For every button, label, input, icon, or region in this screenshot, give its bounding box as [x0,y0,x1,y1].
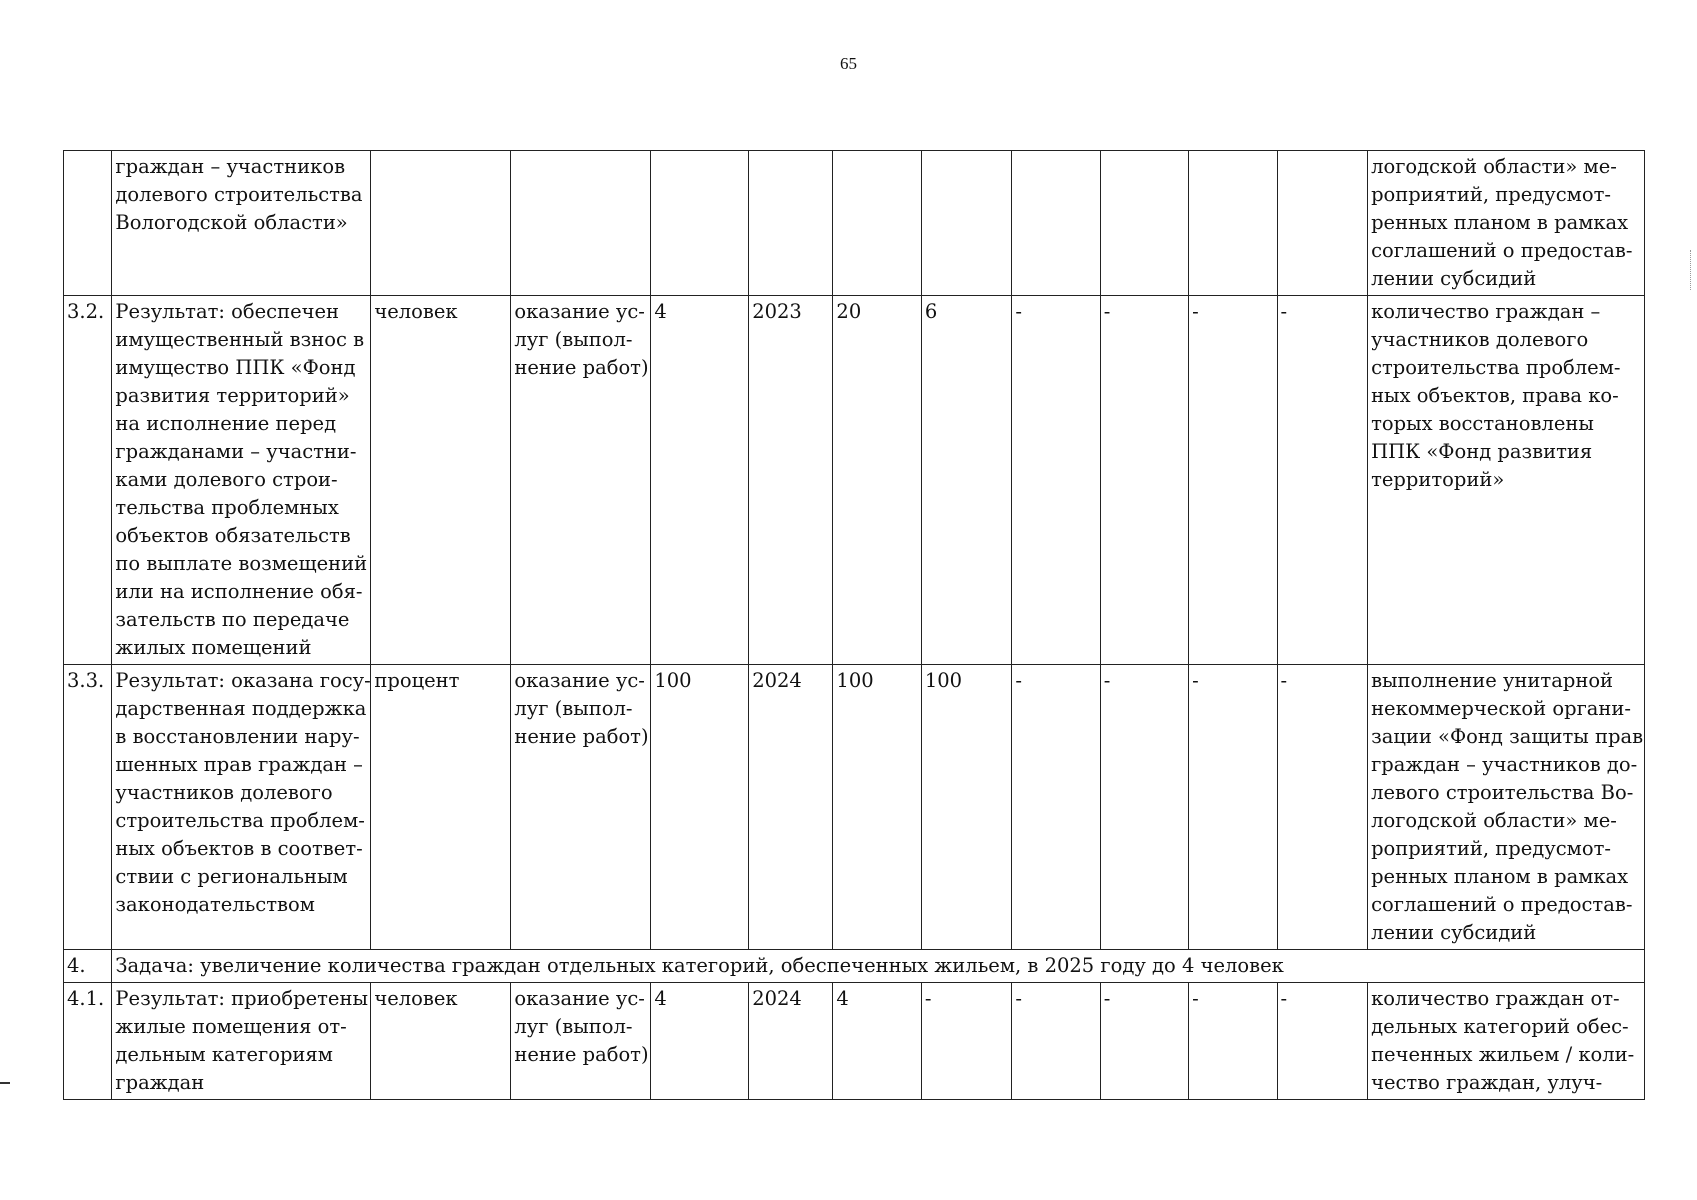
margin-mark [0,1082,10,1084]
value-cell: 4 [651,296,749,665]
value-cell: - [1012,296,1100,665]
value-cell [651,151,749,296]
row-number: 3.2. [64,296,112,665]
note-cell [1368,983,1645,1100]
note-line: соглашений о предостав- [1371,239,1633,262]
note-line: ППК «Фонд развития [1371,440,1593,463]
row-number: 4. [64,950,112,983]
name-line: объектов обязательств [115,524,351,547]
name-line: ками долевого строи- [115,468,338,491]
value-cell: 2024 [749,983,833,1100]
type-line: луг (выпол- [514,1015,633,1038]
value-cell: - [1012,983,1100,1100]
unit-cell: процент [371,665,511,950]
name-line: гражданами – участни- [115,440,357,463]
value-cell: 4 [651,983,749,1100]
value-cell: 20 [833,296,921,665]
type-line: оказание ус- [514,300,645,323]
value-cell: 2023 [749,296,833,665]
unit-cell [371,151,511,296]
edge-mark [1690,250,1693,290]
type-line: луг (выпол- [514,697,633,720]
type-line: нение работ) [514,725,649,748]
table-row [64,665,1645,950]
name-line: развития территорий» [115,384,350,407]
name-line: или на исполнение обя- [115,580,363,603]
name-line: Результат: оказана госу- [115,669,371,692]
value-cell: 2024 [749,665,833,950]
name-line: в восстановлении нару- [115,725,360,748]
value-cell: 6 [921,296,1012,665]
name-line: на исполнение перед [115,412,337,435]
note-line: левого строительства Во- [1371,781,1634,804]
value-cell [1277,151,1368,296]
name-line: Результат: приобретены [115,987,368,1010]
name-line: по выплате возмещений [115,552,368,575]
unit-cell: человек [371,296,511,665]
note-cell [1368,296,1645,665]
note-line: строительства проблем- [1371,356,1621,379]
indicator-name [112,296,371,665]
value-cell: - [1012,665,1100,950]
note-cell [1368,151,1645,296]
note-line: дельных категорий обес- [1371,1015,1629,1038]
type-line: оказание ус- [514,669,645,692]
note-line: логодской области» ме- [1371,155,1617,178]
name-line: граждан – участников [115,155,346,178]
value-cell [1100,151,1188,296]
value-cell: - [1277,983,1368,1100]
note-cell [1368,665,1645,950]
note-line: зации «Фонд защиты прав [1371,725,1644,748]
table-row [64,983,1645,1100]
name-line: Вологодской области» [115,211,348,234]
note-line: выполнение унитарной [1371,669,1614,692]
note-line: роприятий, предусмот- [1371,837,1611,860]
name-line: тельства проблемных [115,496,339,519]
value-cell: 100 [651,665,749,950]
indicator-name [112,665,371,950]
name-line: зательств по передаче [115,608,350,631]
type-cell [511,296,651,665]
value-cell: - [1277,296,1368,665]
value-cell: - [1100,983,1188,1100]
note-line: количество граждан от- [1371,987,1620,1010]
name-line: строительства проблем- [115,809,365,832]
name-line: граждан [115,1071,205,1094]
note-line: чество граждан, улуч- [1371,1071,1603,1094]
note-line: лении субсидий [1371,267,1537,290]
value-cell: - [1189,665,1277,950]
name-line: ствии с региональным [115,865,348,888]
page-number: 65 [840,54,857,73]
table-row [64,151,1645,296]
value-cell: - [921,983,1012,1100]
value-cell: 4 [833,983,921,1100]
table-row [64,950,1645,983]
note-line: некоммерческой органи- [1371,697,1632,720]
note-line: территорий» [1371,468,1505,491]
value-cell: - [1189,296,1277,665]
name-line: имущественный взнос в [115,328,365,351]
note-line: ных объектов, права ко- [1371,384,1619,407]
note-line: логодской области» ме- [1371,809,1617,832]
note-line: печенных жильем / коли- [1371,1043,1635,1066]
value-cell: 100 [833,665,921,950]
row-number: 3.3. [64,665,112,950]
value-cell [1012,151,1100,296]
indicator-name [112,983,371,1100]
name-line: шенных прав граждан – [115,753,363,776]
type-line: нение работ) [514,1043,649,1066]
name-line: Результат: обеспечен [115,300,340,323]
type-cell [511,665,651,950]
value-cell [921,151,1012,296]
value-cell [749,151,833,296]
value-cell: - [1100,296,1188,665]
name-line: законодательством [115,893,315,916]
name-line: дельным категориям [115,1043,333,1066]
unit-cell: человек [371,983,511,1100]
name-line: ных объектов в соответ- [115,837,363,860]
value-cell [833,151,921,296]
type-cell [511,983,651,1100]
note-line: роприятий, предусмот- [1371,183,1611,206]
value-cell: - [1189,983,1277,1100]
name-line: участников долевого [115,781,333,804]
row-number [64,151,112,296]
name-line: жилых помещений [115,636,312,659]
results-table [63,150,1645,1100]
note-line: ренных планом в рамках [1371,211,1629,234]
name-line: имущество ППК «Фонд [115,356,356,379]
table-row [64,296,1645,665]
task-cell: Задача: увеличение количества граждан отдельных категорий, обеспеченных жильем, в 2025 году до 4 человек [112,950,1645,983]
value-cell [1189,151,1277,296]
type-line: луг (выпол- [514,328,633,351]
note-line: ренных планом в рамках [1371,865,1629,888]
note-line: соглашений о предостав- [1371,893,1633,916]
name-line: дарственная поддержка [115,697,367,720]
row-number: 4.1. [64,983,112,1100]
note-line: лении субсидий [1371,921,1537,944]
type-line: оказание ус- [514,987,645,1010]
type-cell [511,151,651,296]
value-cell: 100 [921,665,1012,950]
name-line: долевого строительства [115,183,363,206]
value-cell: - [1277,665,1368,950]
note-line: торых восстановлены [1371,412,1594,435]
note-line: участников долевого [1371,328,1589,351]
indicator-name [112,151,371,296]
type-line: нение работ) [514,356,649,379]
name-line: жилые помещения от- [115,1015,347,1038]
note-line: граждан – участников до- [1371,753,1638,776]
value-cell: - [1100,665,1188,950]
note-line: количество граждан – [1371,300,1601,323]
